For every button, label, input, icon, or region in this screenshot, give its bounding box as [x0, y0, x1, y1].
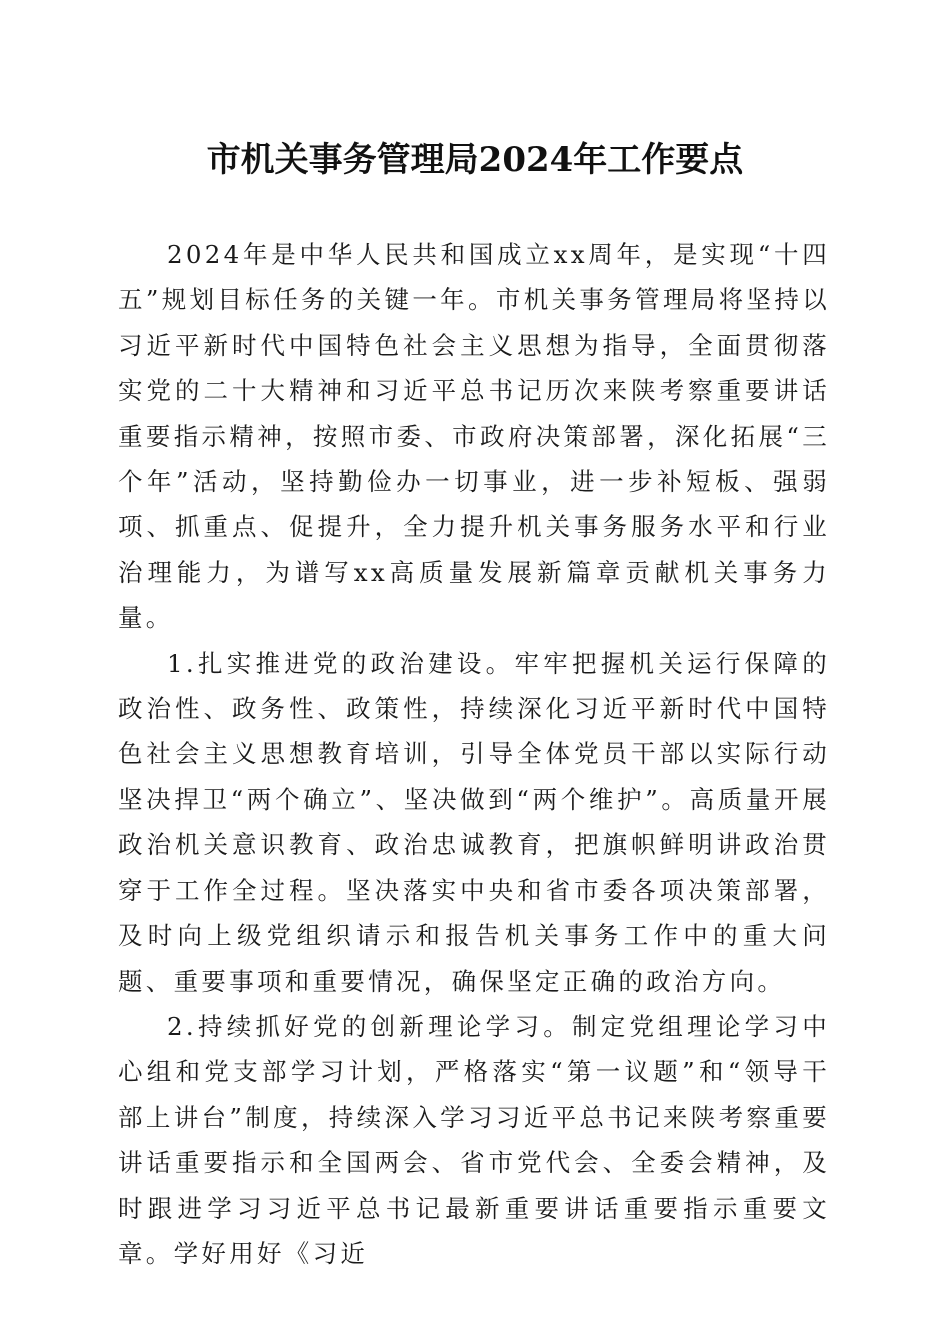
document-title: 市机关事务管理局2024年工作要点	[206, 140, 744, 180]
paragraph-item-1: 1.扎实推进党的政治建设。牢牢把握机关运行保障的政治性、政务性、政策性，持续深化习近平新时代中国特色社会主义思想教育培训，引导全体党员干部以实际行动坚决捍卫“两个确立”、坚决做到“两个维护”。高质量开展政治机关意识教育、政治忠诚教育，把旗帜鲜明讲政治贯穿于工作全过程。坚决落实中央和省市委各项决策部署，及时向上级党组织请示和报告机关事务工作中的重大问题、重要事项和重要情况，确保坚定正确的政治方向。	[118, 648, 830, 996]
paragraph-intro: 2024年是中华人民共和国成立xx周年，是实现“十四五”规划目标任务的关键一年。市机关事务管理局将坚持以习近平新时代中国特色社会主义思想为指导，全面贯彻落实党的二十大精神和习近平总书记历次来陕考察重要讲话重要指示精神，按照市委、市政府决策部署，深化拓展“三个年”活动，坚持勤俭办一切事业，进一步补短板、强弱项、抓重点、促提升，全力提升机关事务服务水平和行业治理能力，为谱写xx高质量发展新篇章贡献机关事务力量。	[118, 240, 830, 633]
paragraph-item-2: 2.持续抓好党的创新理论学习。制定党组理论学习中心组和党支部学习计划，严格落实“第一议题”和“领导干部上讲台”制度，持续深入学习习近平总书记来陕考察重要讲话重要指示和全国两会、省市党代会、全委会精神，及时跟进学习习近平总书记最新重要讲话重要指示重要文章。学好用好《习近	[118, 1011, 830, 1268]
document-body	[118, 232, 830, 1276]
